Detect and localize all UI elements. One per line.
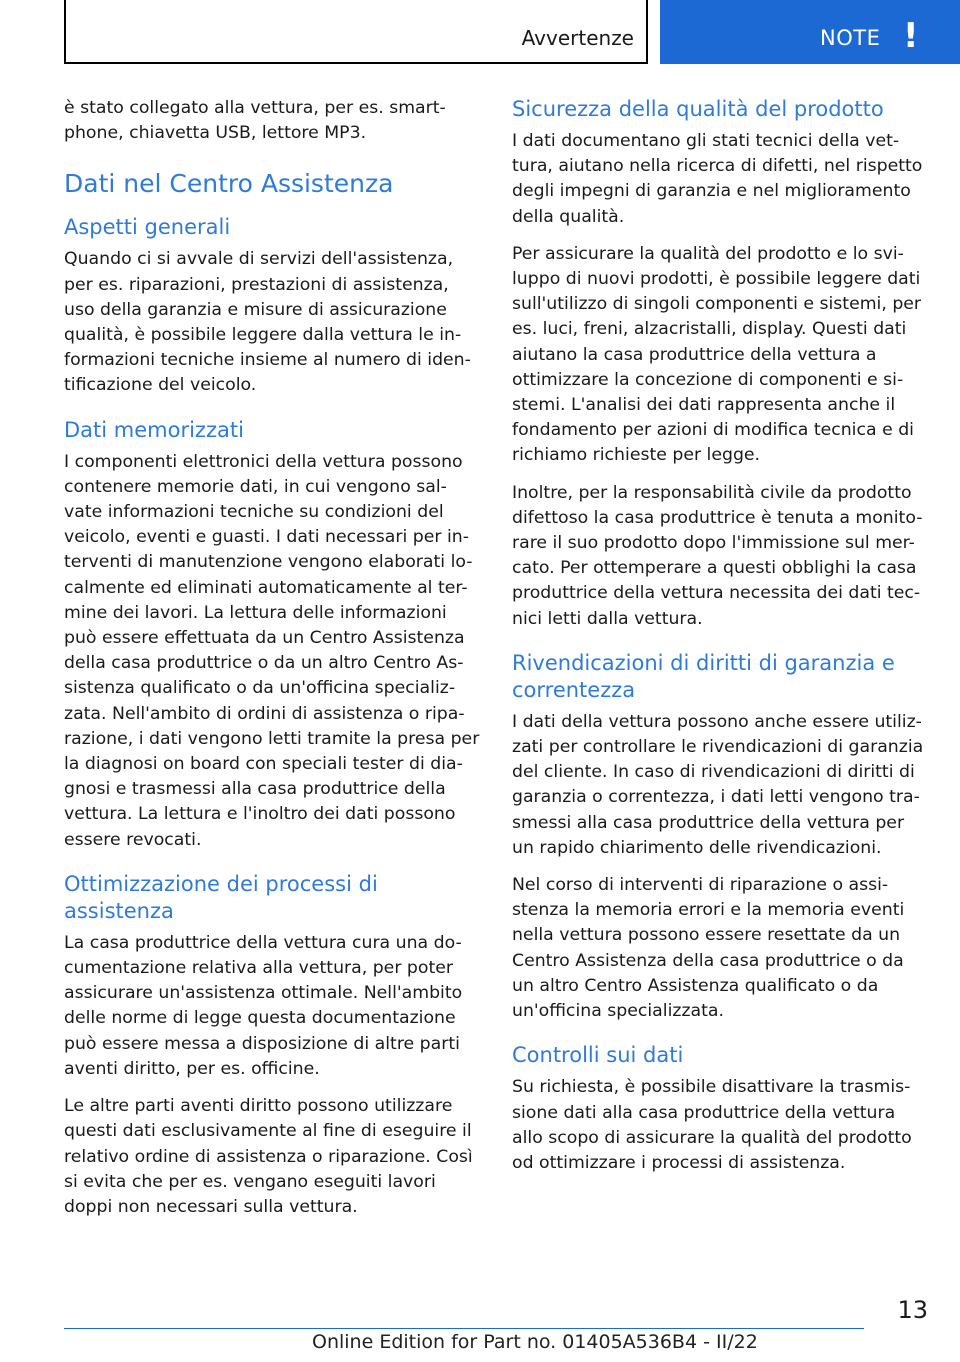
heading-warranty-claims: Rivendicazioni di diritti di garanzia e correntezza [512,650,895,702]
footer-divider [64,1328,864,1329]
heading-service-center: Dati nel Centro Assistenza [64,169,394,199]
paragraph-general-aspects: Quando ci si avvale di servizi dell'assistenza, per es. riparazioni, prestazioni di assistenza, uso della garanzia e misure di assicurazione qualità, è possibile leggere dalla vettura le in-formazioni tecniche insieme al numero di iden-tificazione del veicolo. [64,249,471,396]
warning-icon: ! [903,16,919,56]
paragraph-warranty-2: Nel corso di interventi di riparazione o assi-stenza la memoria errori e la memoria eventi nella vettura possono essere resettate da un Centro Assistenza della casa produttrice o da un altro Centro Assistenza qualificato o da un'officina specializzata. [512,875,905,1022]
paragraph-warranty-1: I dati della vettura possono anche essere utiliz-zati per controllare le rivendicazioni di garanzia del cliente. In caso di rivendicazioni di diritti di garanzia o correntezza, i dati letti vengono tra-smessi alla casa produttrice della vettura per un rapido chiarimento delle rivendicazioni. [512,711,924,858]
header-note-tab [660,0,960,64]
heading-product-quality: Sicurezza della qualità del prodotto [512,97,884,121]
heading-process-optimization: Ottimizzazione dei processi di assistenza [64,871,378,923]
section-title: Avvertenze [521,26,634,50]
paragraph-optimization-2: Le altre parti aventi diritto possono utilizzare questi dati esclusivamente al fine di eseguire il relativo ordine di assistenza o riparazione. Così si evita che per es. vengano eseguiti lavori doppi non necessari sulla vettura. [64,1096,473,1217]
paragraph-stored-data: I componenti elettronici della vettura possono contenere memorie dati, in cui vengono sal-vate informazioni tecniche su condizioni del veicolo, eventi e guasti. I dati necessari per in-terventi di manutenzione vengono elaborati lo-calmente ed eliminati automaticamente al ter-mine dei lavori. La lettura delle informazioni può essere effettuata da un Centro Assistenza della casa produttrice o da un altro Centro As-sistenza qualificato o da un'officina specializ-zata. Nell'ambito di ordini di assistenza o ripa-razione, i dati vengono letti tramite la presa per la diagnosi on board con speciali tester di dia-gnosi e trasmessi alla casa produttrice della vettura. La lettura e l'inoltro dei dati possono essere revocati. [64,451,480,850]
intro-paragraph: è stato collegato alla vettura, per es. smart-phone, chiavetta USB, lettore MP3. [64,98,446,144]
paragraph-quality-3: Inoltre, per la responsabilità civile da prodotto difettoso la casa produttrice è tenuta a monito-rare il suo prodotto dopo l'immissione sul mer-cato. Per ottemperare a questi obblighi la casa produttrice della vettura necessita dei dati tec-nici letti dalla vettura. [512,482,923,629]
paragraph-optimization-1: La casa produttrice della vettura cura una do-cumentazione relativa alla vettura, per poter assicurare un'assistenza ottimale. Nell'ambito delle norme di legge questa documentazione può essere messa a disposizione di altre parti aventi diritto, per es. officine. [64,932,463,1079]
heading-data-controls: Controlli sui dati [512,1043,684,1068]
paragraph-quality-1: I dati documentano gli stati tecnici della vet-tura, aiutano nella ricerca di difetti, nel rispetto degli impegni di garanzia e nel miglioramento della qualità. [512,131,923,227]
header-section-box [64,0,648,64]
right-column [512,96,928,1188]
footer-edition-text: Online Edition for Part no. 01405A536B4 - II/22 [312,1331,758,1353]
heading-general-aspects: Aspetti generali [64,215,231,240]
note-label: NOTE [820,26,881,50]
page-number: 13 [897,1296,928,1324]
paragraph-quality-2: Per assicurare la qualità del prodotto e lo svi-luppo di nuovi prodotti, è possibile leggere dati sull'utilizzo di singoli componenti e sistemi, per es. luci, freni, alzacristalli, display. Questi dati aiutano la casa produttrice della vettura a ottimizzare la concezione di componenti e si-stemi. L'analisi dei dati rappresenta anche il fondamento per azioni di modifica tecnica e di richiamo richieste per legge. [512,243,922,466]
paragraph-data-controls: Su richiesta, è possibile disattivare la trasmis-sione dati alla casa produttrice della vettura allo scopo di assicurare la qualità del prodotto od ottimizzare i processi di assistenza. [512,1077,912,1173]
left-column [64,96,480,1232]
heading-stored-data: Dati memorizzati [64,417,244,442]
